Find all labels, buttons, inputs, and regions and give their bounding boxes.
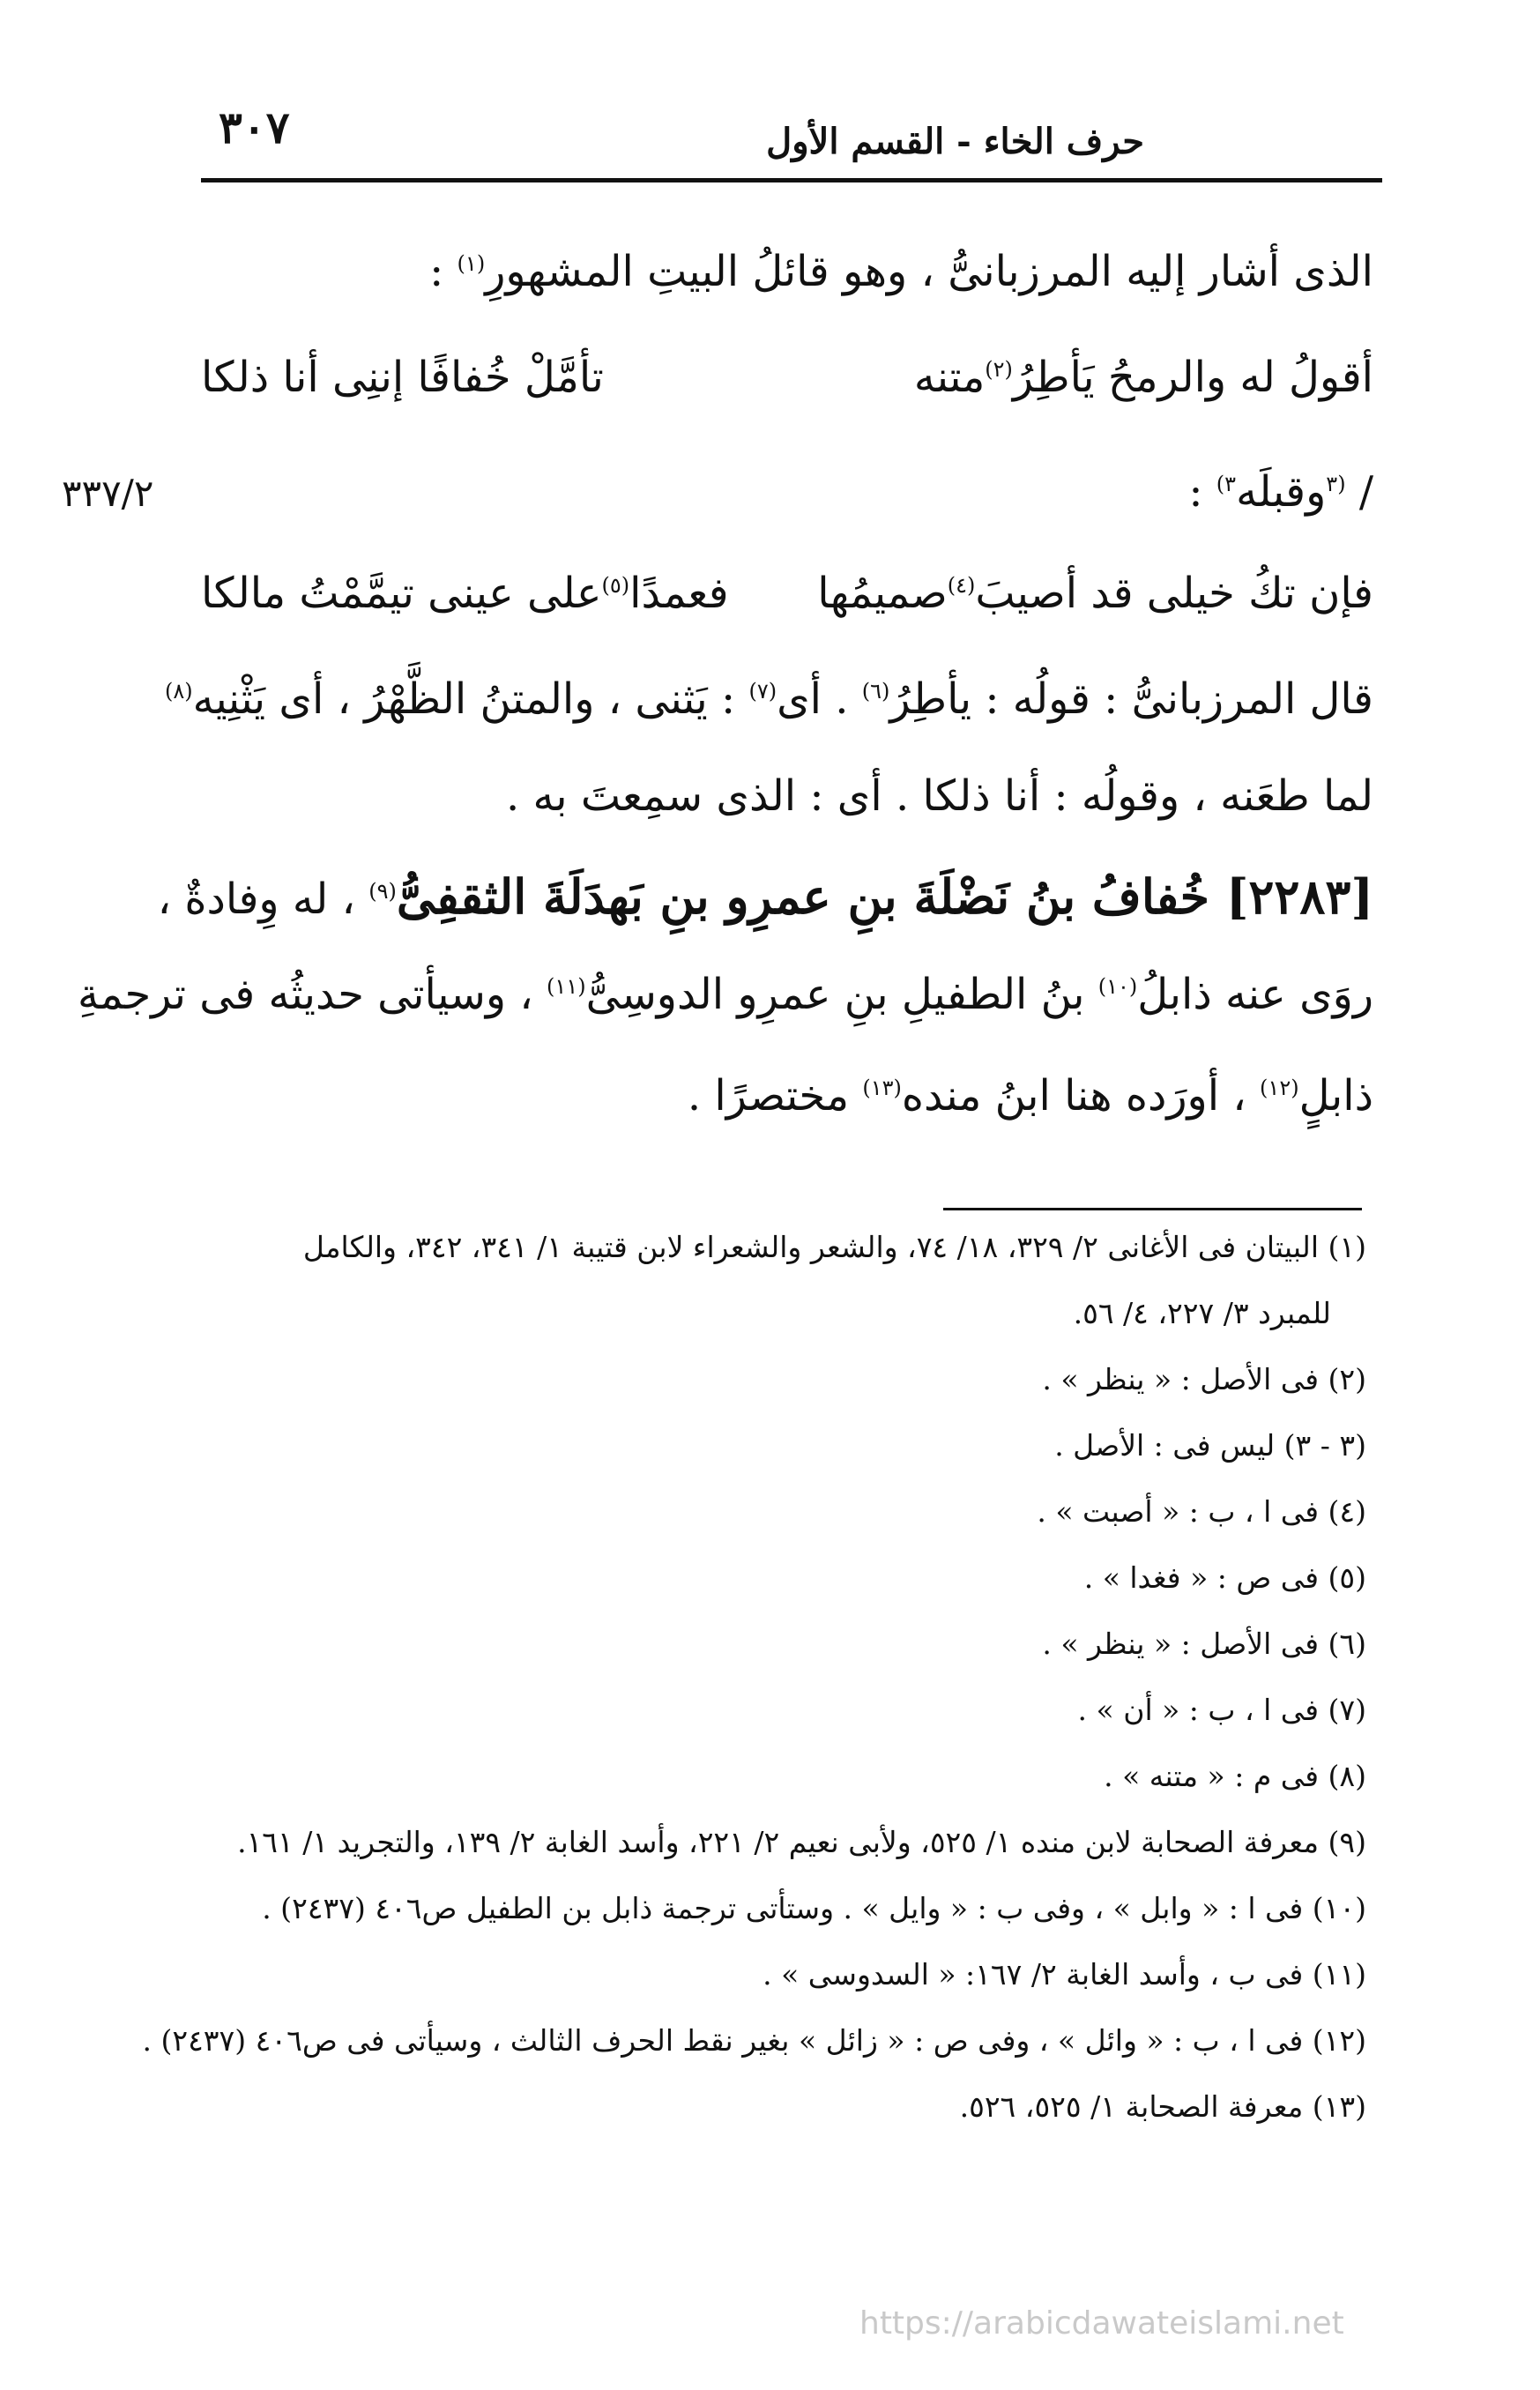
footnote-ref: ٣) — [1216, 472, 1237, 496]
text-line-3: / $^{(٣}$وقبلَه$^{٣)}$ : — [1188, 467, 1373, 517]
footnote-8: (٨) فى م : « متنه » . — [1104, 1759, 1366, 1793]
verse-1-hemistich-1: أقولُ له والرمحُ يَأطِرُ$^{(٢)}$متنه — [913, 353, 1373, 402]
footnote-ref: (٨) — [164, 679, 193, 704]
running-head: حرف الخاء - القسم الأول — [766, 121, 1144, 162]
footnote-1: (١) البيتان فى الأغانى ٢/ ٣٢٩، ١٨/ ٧٤، والشعر والشعراء لابن قتيبة ١/ ٣٤١، ٣٤٢، والكامل — [302, 1230, 1366, 1264]
footnote-ref: (٩) — [368, 879, 397, 904]
watermark-url: https://arabicdawateislami.net — [859, 2305, 1344, 2342]
margin-reference: ٣٣٧/٢ — [62, 472, 154, 515]
footnote-10: (١٠) فى ا : « وابل » ، وفى ب : « وايل » . وستأتى ترجمة ذابل بن الطفيل ص٤٠٦ (٢٤٣٧) . — [262, 1891, 1366, 1925]
entry-name: خُفافُ بنُ نَضْلَةَ بنِ عمرِو بنِ بَهدَلَةَ الثقفِىُّ — [396, 868, 1226, 925]
text-line-8: روَى عنه ذابلُ$^{(١٠)}$ بنُ الطفيلِ بنِ عمرِو الدوسِىُّ$^{(١١)}$ ، وسيأتى حديثُه فى ترجمةِ — [77, 970, 1373, 1019]
footnote-1-continued: للمبرد ٣/ ٢٢٧، ٤/ ٥٦. — [1073, 1296, 1331, 1330]
footnote-9: (٩) معرفة الصحابة لابن منده ١/ ٥٢٥، ولأبى نعيم ٢/ ٢٢١، وأسد الغابة ٢/ ١٣٩، والتجريد ١/ ١٦١. — [237, 1825, 1366, 1859]
footnote-12: (١٢) فى ا ، ب : « وائل » ، وفى ص : « زائل » بغير نقط الحرف الثالث ، وسيأتى فى ص٤٠٦ (٢٤٣٧) . — [142, 2023, 1366, 2058]
page-header — [201, 101, 1382, 172]
footnote-ref: (١٣) — [862, 1076, 902, 1100]
text-line-9: ذابلٍ$^{(١٢)}$ ، أورَده هنا ابنُ منده$^{(١٣)}$ مختصرًا . — [687, 1071, 1373, 1121]
footnote-ref: (١٠) — [1097, 974, 1138, 999]
footnote-5: (٥) فى ص : « فغدا » . — [1083, 1560, 1366, 1595]
text-line-6: لما طعَنه ، وقولُه : أنا ذلكا . أى : الذى سمِعتَ به . — [506, 771, 1373, 821]
footnote-ref: (٧) — [748, 679, 777, 704]
text-line-5: قال المرزبانىُّ : قولُه : يأطِرُ$^{(٦)}$ . أى$^{(٧)}$ : يَثنى ، والمتنُ الظَّهْرُ ، أى يَثْنِيه$^{(٨)}$ — [164, 674, 1373, 724]
verse-1 — [201, 353, 1373, 402]
verse-2-hemistich-1: فإن تكُ خيلى قد أصيبَ$^{(٤)}$صميمُها — [817, 569, 1373, 618]
verse-2 — [201, 569, 1373, 618]
verse-2-hemistich-2: فعمدًا$^{(٥)}$على عينى تيمَّمْتُ مالكا — [201, 569, 729, 618]
footnote-ref: (٣ — [1326, 472, 1346, 496]
footnote-ref: (١) — [457, 251, 486, 276]
footnote-13: (١٣) معرفة الصحابة ١/ ٥٢٥، ٥٢٦. — [959, 2089, 1366, 2124]
footnote-11: (١١) فى ب ، وأسد الغابة ٢/ ١٦٧: « السدوسى » . — [763, 1957, 1366, 1992]
footnote-7: (٧) فى ا ، ب : « أن » . — [1077, 1693, 1366, 1727]
footnote-ref: (٤) — [947, 573, 976, 598]
text-line-1: الذى أشار إليه المرزبانىُّ ، وهو قائلُ البيتِ المشهورِ$^{(١)}$ : — [429, 247, 1373, 296]
footnote-ref: (٦) — [861, 679, 890, 704]
page-number: ٣٠٧ — [219, 101, 290, 153]
entry-heading: [٢٢٨٣] خُفافُ بنُ نَضْلَةَ بنِ عمرِو بنِ بَهدَلَةَ الثقفِىُّ$^{(٩)}$ ، له وِفادةٌ ، — [157, 868, 1373, 925]
footnote-ref: (١٢) — [1260, 1076, 1299, 1100]
footnote-ref: (١١) — [547, 974, 586, 999]
footnote-6: (٦) فى الأصل : « ينظر » . — [1042, 1627, 1366, 1661]
footnote-2: (٢) فى الأصل : « ينظر » . — [1042, 1362, 1366, 1396]
footnote-separator — [943, 1208, 1362, 1210]
header-rule — [201, 178, 1382, 182]
footnote-4: (٤) فى ا ، ب : « أصبت » . — [1037, 1494, 1366, 1529]
footnote-ref: (٥) — [601, 573, 630, 598]
entry-number: [٢٢٨٣] — [1225, 868, 1373, 925]
footnote-ref: (٢) — [985, 357, 1013, 382]
footnote-3: (٣ - ٣) ليس فى : الأصل . — [1054, 1428, 1366, 1463]
verse-1-hemistich-2: تأمَّلْ خُفافًا إننِى أنا ذلكا — [201, 353, 604, 402]
